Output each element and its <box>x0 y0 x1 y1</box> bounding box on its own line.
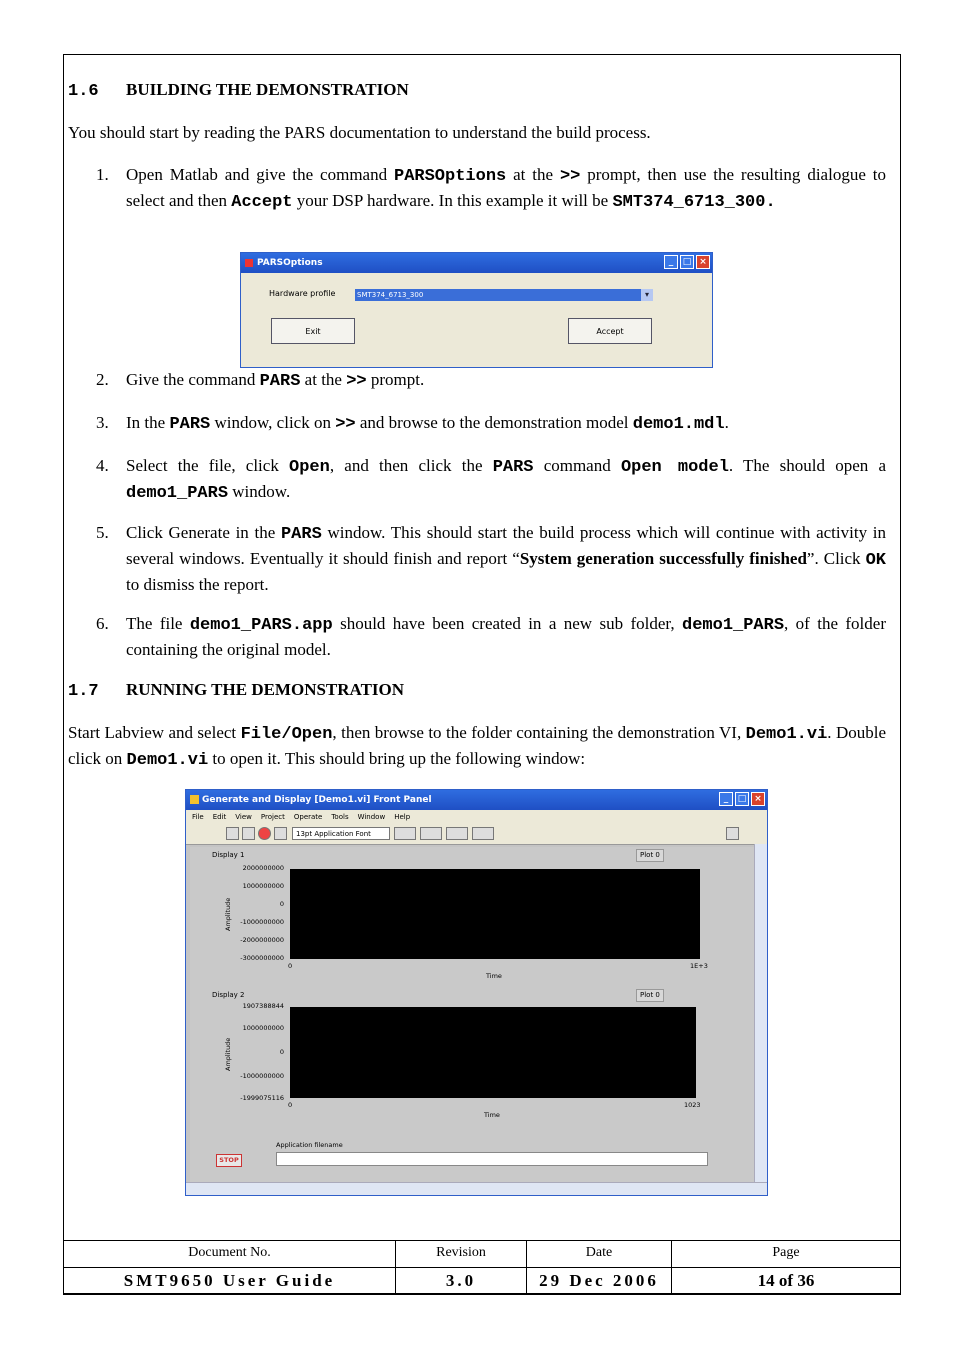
y-tick: 0 <box>279 900 284 908</box>
chevron-down-icon: ▾ <box>641 289 653 301</box>
doc-no-header: Document No. <box>64 1241 396 1268</box>
distribute-icon <box>420 827 442 840</box>
horizontal-scrollbar <box>186 1182 767 1195</box>
minimize-icon: _ <box>719 792 733 806</box>
x-tick: 1E+3 <box>690 962 708 970</box>
stop-button: STOP <box>216 1154 242 1167</box>
reorder-icon <box>472 827 494 840</box>
step-4: 4. Select the file, click Open, and then click the PARS command Open model. The should open a demo1_PARS window. <box>96 456 886 503</box>
hardware-profile-label: Hardware profile <box>269 289 336 298</box>
menu-bar: File Edit View Project Operate Tools Window Help <box>186 810 767 824</box>
close-icon: × <box>696 255 710 269</box>
revision-value: 3.0 <box>396 1268 527 1295</box>
exit-button: Exit <box>271 318 355 344</box>
run-continuous-icon <box>242 827 255 840</box>
font-select: 13pt Application Font <box>292 827 390 840</box>
resize-icon <box>446 827 468 840</box>
toolbar <box>186 824 767 845</box>
close-icon: × <box>751 792 765 806</box>
x-tick: 0 <box>288 1101 293 1109</box>
y-axis-label: Amplitude <box>224 1037 232 1071</box>
parsoptions-dialog <box>240 252 713 368</box>
y-tick: -2000000000 <box>240 936 284 944</box>
page-value: 14 of 36 <box>672 1268 901 1295</box>
y-axis-label: Amplitude <box>224 897 232 931</box>
front-panel-title: Generate and Display [Demo1.vi] Front Panel <box>202 795 432 805</box>
pause-icon <box>274 827 287 840</box>
running-paragraph: Start Labview and select File/Open, then browse to the folder containing the demonstration VI, Demo1.vi. Double click on Demo1.vi to open it. This should bring up the following window: <box>68 723 887 770</box>
display-1-title: Display 1 <box>212 851 245 859</box>
date-header: Date <box>527 1241 672 1268</box>
labview-front-panel <box>185 789 768 1196</box>
labview-icon <box>190 795 199 804</box>
step-6: 6. The file demo1_PARS.app should have been created in a new sub folder, demo1_PARS, of the folder containing the original model. <box>96 614 886 659</box>
display-2-graph <box>206 987 714 1127</box>
x-axis-label: Time <box>484 1111 500 1119</box>
y-tick: 1000000000 <box>242 1024 284 1032</box>
maximize-icon: □ <box>680 255 694 269</box>
filename-label: Application filename <box>276 1141 343 1149</box>
y-tick: -1000000000 <box>240 918 284 926</box>
y-tick: 1000000000 <box>242 882 284 890</box>
accept-button: Accept <box>568 318 652 344</box>
abort-icon <box>258 827 271 840</box>
vertical-scrollbar <box>754 844 767 1184</box>
page-header: Page <box>672 1241 901 1268</box>
display-1-plot-area <box>290 869 700 959</box>
step-2: 2. Give the command PARS at the >> prompt. <box>96 370 425 391</box>
intro-paragraph: You should start by reading the PARS documentation to understand the build process. <box>68 123 651 142</box>
display-2-plot-area <box>290 1007 696 1098</box>
display-1-graph <box>206 847 714 980</box>
panel-area <box>190 847 754 1183</box>
display-2-plot-legend: Plot 0 <box>636 989 664 1002</box>
section-heading-1-6: 1.6 BUILDING THE DEMONSTRATION <box>68 80 409 101</box>
footer-table <box>63 1240 901 1295</box>
x-tick: 0 <box>288 962 293 970</box>
section-heading-1-7: 1.7 RUNNING THE DEMONSTRATION <box>68 680 405 701</box>
align-icon <box>394 827 416 840</box>
step-1: 1. Open Matlab and give the command PARSOptions at the >> prompt, then use the resulting dialogue to select and then Accept your DSP hardware. In this example it will be SMT374_6713_300. <box>96 165 886 212</box>
dialog-title: PARSOptions <box>257 258 323 268</box>
y-tick: -3000000000 <box>240 954 284 962</box>
doc-no-value: SMT9650 User Guide <box>64 1268 396 1295</box>
y-tick: 0 <box>279 1048 284 1056</box>
x-axis-label: Time <box>486 972 502 980</box>
y-tick: 2000000000 <box>242 864 284 872</box>
matlab-icon <box>245 259 253 267</box>
y-tick: -1000000000 <box>240 1072 284 1080</box>
maximize-icon: □ <box>735 792 749 806</box>
minimize-icon: _ <box>664 255 678 269</box>
hardware-profile-select: SMT374_6713_300 ▾ <box>355 289 653 301</box>
x-tick: 1023 <box>684 1101 701 1109</box>
display-1-plot-legend: Plot 0 <box>636 849 664 862</box>
display-2-title: Display 2 <box>212 991 245 999</box>
filename-field <box>276 1152 708 1166</box>
y-tick: -1999075116 <box>240 1094 284 1102</box>
step-5: 5. Click Generate in the PARS window. This should start the build process which will continue with activity in several windows. Eventually it should finish and report “System generation successfully finished”. Click OK to dismiss the report. <box>96 523 886 594</box>
step-3: 3. In the PARS window, click on >> and browse to the demonstration model demo1.mdl. <box>96 413 729 434</box>
revision-header: Revision <box>396 1241 527 1268</box>
date-value: 29 Dec 2006 <box>527 1268 672 1295</box>
help-icon <box>726 827 739 840</box>
run-arrow-icon <box>226 827 239 840</box>
y-tick: 1907388844 <box>242 1002 284 1010</box>
